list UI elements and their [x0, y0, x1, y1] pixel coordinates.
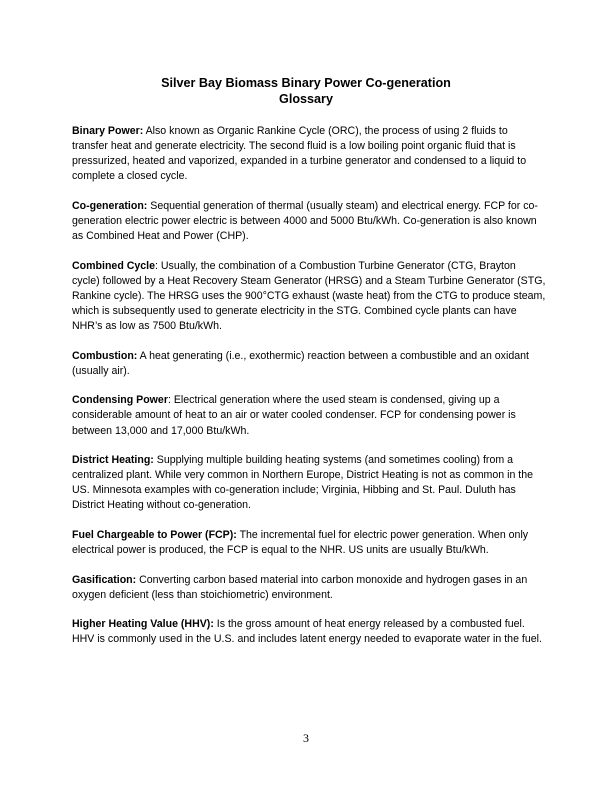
glossary-entry-binary-power [72, 124, 546, 184]
page-number: 3 [303, 731, 309, 745]
glossary-definition: Supplying multiple building heating systems (and sometimes cooling) from a centralized plant. While very common in Northern Europe, District Heating is not as common in the US. Minnesota examples with co-generation include; Virginia, Hibbing and St. Paul. Duluth has District Heating without co-generation. [72, 454, 534, 512]
glossary-definition: : Usually, the combination of a Combustion Turbine Generator (CTG, Brayton cycle) followed by a Heat Recovery Steam Generator (HRSG) and a Steam Turbine Generator (STG, Rankine cycle). The HRSG uses the 900°CTG exhaust (waste heat) from the CTG to produce steam, which is subsequently used to generate electricity in the STG. Combined cycle plants can have NHR’s as low as 7500 Btu/kWh. [72, 259, 546, 333]
glossary-term: Higher Heating Value (HHV): [72, 618, 214, 631]
glossary-term: Gasification: [72, 573, 137, 586]
title-block [0, 75, 612, 107]
glossary-definition: Is the gross amount of heat energy released by a combusted fuel. HHV is commonly used in the U.S. and includes latent energy needed to evaporate water in the fuel. [72, 618, 542, 646]
glossary-term: Combined Cycle [72, 259, 156, 272]
glossary-entry-co-generation [72, 199, 546, 244]
glossary-entry-condensing-power [72, 393, 546, 438]
document-title: Silver Bay Biomass Binary Power Co-generation [161, 76, 451, 90]
glossary-definition: Converting carbon based material into carbon monoxide and hydrogen gases in an oxygen deficient (less than stoichiometric) environment. [72, 573, 528, 601]
glossary-entry-combined-cycle [72, 259, 546, 334]
glossary-entry-gasification [72, 573, 546, 603]
glossary-definition: Sequential generation of thermal (usually steam) and electrical energy. FCP for co-generation electric power electric is between 4000 and 5000 Btu/kWh. Co-generation is also known as Combined Heat and Power (CHP). [72, 199, 538, 243]
glossary-term: Fuel Chargeable to Power (FCP): [72, 528, 237, 541]
glossary-entry-fcp [72, 528, 546, 558]
glossary-definition: Also known as Organic Rankine Cycle (ORC), the process of using 2 fluids to transfer heat and generate electricity. The second fluid is a low boiling point organic fluid that is pressurized, heated and vaporized, expanded in a turbine generator and condensed to a liquid to complete a closed cycle. [72, 125, 527, 183]
glossary-definition: A heat generating (i.e., exothermic) reaction between a combustible and an oxidant (usually air). [72, 349, 529, 377]
glossary-term: District Heating: [72, 454, 154, 467]
glossary-entry-district-heating [72, 453, 546, 513]
glossary-definition: : Electrical generation where the used steam is condensed, giving up a considerable amount of heat to an air or water cooled condenser. FCP for condensing power is between 13,000 and 17,000 Btu/kWh. [72, 394, 516, 437]
glossary-term: Binary Power: [72, 125, 144, 137]
document-subtitle: Glossary [279, 92, 333, 106]
glossary-term: Co-generation: [72, 199, 148, 212]
glossary-term: Combustion: [72, 349, 138, 362]
glossary-entry-hhv [72, 617, 546, 647]
glossary-definition: The incremental fuel for electric power generation. When only electrical power is produced, the FCP is equal to the NHR. US units are usually Btu/kWh. [72, 528, 529, 557]
glossary-entries [72, 124, 546, 662]
glossary-entry-combustion [72, 349, 546, 379]
glossary-term: Condensing Power [72, 394, 168, 407]
